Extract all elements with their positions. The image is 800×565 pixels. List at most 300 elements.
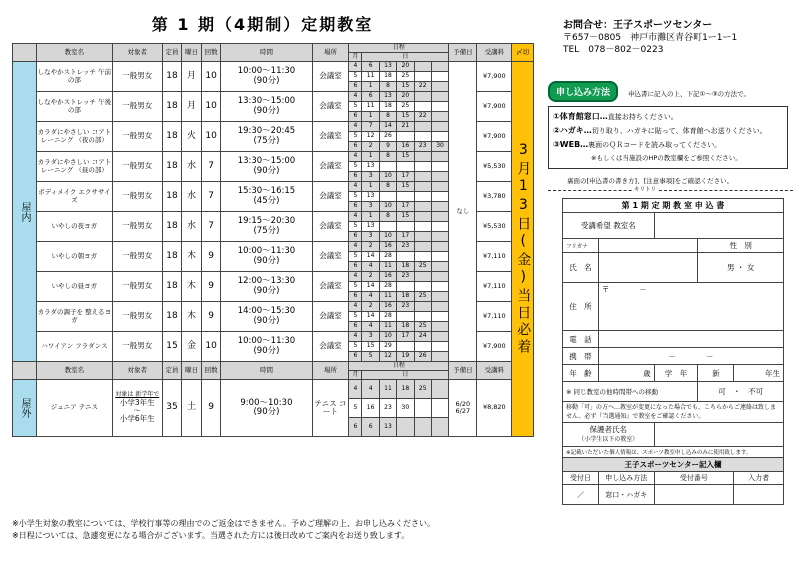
class-time: 10:00～11:30	[237, 66, 296, 77]
schedule-month: 4	[349, 332, 362, 342]
class-time-cell	[221, 122, 312, 152]
class-capacity: 18	[162, 272, 182, 302]
phone-label: 電 話	[563, 331, 599, 348]
schedule-day: 11	[379, 262, 396, 272]
class-capacity: 15	[162, 332, 182, 362]
method-3-title: ③WEB…	[553, 140, 589, 149]
schedule-day: 14	[379, 122, 396, 132]
schedule-day: 2	[362, 142, 379, 152]
schedule-day: 20	[397, 92, 414, 102]
header-class_name: 教室名	[36, 362, 112, 380]
class-fee: ¥5,530	[477, 212, 512, 242]
header-blank	[13, 44, 37, 62]
class-place: 会議室	[312, 182, 349, 212]
header-reserve: 予備日	[449, 44, 477, 62]
class-name: いやしの夜ヨガ	[36, 212, 112, 242]
class-time: 12:00～13:30	[237, 276, 296, 287]
schedule-day: 23	[379, 399, 396, 418]
schedule-day: 18	[397, 292, 414, 302]
schedule-day: 8	[379, 112, 396, 122]
class-name: しなやかストレッチ 午後の部	[36, 92, 112, 122]
schedule-day: 11	[379, 322, 396, 332]
howto-box	[548, 106, 788, 169]
target-b: 小学6年生	[119, 414, 155, 424]
schedule-day	[379, 192, 396, 202]
schedule-day	[414, 162, 431, 172]
schedule-day: 15	[397, 182, 414, 192]
schedule-month: 6	[349, 322, 362, 332]
class-capacity: 18	[162, 152, 182, 182]
class-weekday: 水	[182, 152, 202, 182]
class-weekday: 土	[182, 380, 202, 437]
class-place: 会議室	[312, 92, 349, 122]
header-time: 時間	[221, 44, 312, 62]
schedule-day: 1	[362, 182, 379, 192]
header-fee: 受講料	[477, 44, 512, 62]
schedule-day	[414, 102, 431, 112]
privacy-note: ※記載いただいた個人情報は、スポーツ教室申し込みのみに使用致します。	[563, 447, 784, 458]
class-target-cell	[112, 380, 162, 437]
move-options[interactable]: 可 ・ 不可	[698, 382, 784, 402]
schedule-day: 9	[379, 142, 396, 152]
schedule-day	[431, 332, 448, 342]
header-time: 時間	[221, 362, 312, 380]
schedule-day: 16	[379, 302, 396, 312]
class-name: カラダの調子を 整えるヨガ	[36, 302, 112, 332]
class-time-cell	[221, 92, 312, 122]
schedule-month: 6	[349, 232, 362, 242]
class-count: 7	[201, 212, 221, 242]
class-name: いやしの昼ヨガ	[36, 272, 112, 302]
class-time-cell	[221, 380, 312, 437]
schedule-day	[414, 202, 431, 212]
schedule-day	[431, 182, 448, 192]
class-place: 会議室	[312, 122, 349, 152]
name-field[interactable]	[598, 253, 698, 283]
class-target: 一般男女	[112, 152, 162, 182]
class-target: 一般男女	[112, 212, 162, 242]
class-duration: (90分)	[253, 315, 280, 326]
schedule-month: 4	[349, 212, 362, 222]
class-fee: ¥7,900	[477, 332, 512, 362]
schedule-day: 29	[379, 342, 396, 352]
schedule-day: 25	[414, 292, 431, 302]
schedule-day: 28	[379, 282, 396, 292]
class-fee: ¥7,110	[477, 302, 512, 332]
schedule-day	[414, 62, 431, 72]
class-count: 10	[201, 122, 221, 152]
schedule-day: 18	[379, 72, 396, 82]
schedule-day	[414, 242, 431, 252]
header-blank	[13, 362, 37, 380]
header-fee: 受講料	[477, 362, 512, 380]
confirm-note: 裏面の[申込書の書き方]、[注意事項]をご確認ください。	[567, 177, 734, 185]
schedule-day: 4	[362, 322, 379, 332]
schedule-day: 28	[379, 312, 396, 322]
schedule-day: 16	[379, 242, 396, 252]
class-capacity: 18	[162, 182, 182, 212]
class-weekday: 月	[182, 62, 202, 92]
schedule-day: 6	[362, 62, 379, 72]
schedule-day: 5	[362, 352, 379, 362]
schedule-day	[414, 132, 431, 142]
schedule-day: 30	[431, 142, 448, 152]
schedule-day: 8	[379, 152, 396, 162]
schedule-day	[414, 122, 431, 132]
class-time: 10:00～11:30	[237, 246, 296, 257]
schedule-day	[379, 222, 396, 232]
schedule-day: 16	[362, 399, 379, 418]
class-target: 一般男女	[112, 182, 162, 212]
zip-mark[interactable]: 〒 －	[598, 283, 783, 331]
schedule-day	[431, 112, 448, 122]
guardian-field[interactable]	[654, 423, 783, 447]
class-weekday: 木	[182, 272, 202, 302]
contact-heading: お問合せ：王子スポーツセンター	[563, 20, 713, 31]
schedule-month: 5	[349, 162, 362, 172]
schedule-day: 7	[362, 122, 379, 132]
class-fee: ¥7,900	[477, 62, 512, 92]
schedule-day	[431, 92, 448, 102]
schedule-day	[431, 312, 448, 322]
schedule-day	[431, 272, 448, 282]
schedule-month: 5	[349, 399, 362, 418]
header-day: 日	[362, 53, 449, 62]
schedule-day	[414, 222, 431, 232]
schedule-day: 23	[397, 242, 414, 252]
schedule-day: 10	[379, 232, 396, 242]
header-weekday: 曜日	[182, 362, 202, 380]
schedule-day	[431, 342, 448, 352]
schedule-day: 16	[379, 272, 396, 282]
class-duration: (90分)	[253, 255, 280, 266]
schedule-day: 15	[362, 342, 379, 352]
schedule-day	[397, 222, 414, 232]
schedule-month: 5	[349, 282, 362, 292]
schedule-month: 6	[349, 112, 362, 122]
schedule-day	[431, 399, 448, 418]
contact-address: 〒657－0805 神戸市灘区青谷町1ー1ー1	[563, 33, 738, 43]
guardian-label: 保護者氏名	[589, 424, 628, 434]
indoor-label: 屋内	[13, 62, 37, 362]
contact-info	[563, 20, 737, 56]
method-2-title: ②ハガキ…	[553, 126, 592, 135]
schedule-day	[397, 342, 414, 352]
schedule-day: 2	[362, 242, 379, 252]
schedule-day: 8	[379, 82, 396, 92]
deadline-banner: 3月13日(金)当日必着	[512, 62, 534, 437]
class-capacity: 18	[162, 122, 182, 152]
move-disclaimer: 移動「可」の方へ…教室が変更になった場合でも、こちらからご連絡は致しません。必ず『当選通知』で教室をご確認ください。	[563, 402, 784, 423]
howto-badge: 申し込み方法	[548, 81, 618, 102]
class-duration: (45分)	[253, 195, 280, 206]
schedule-day	[431, 152, 448, 162]
guardian-label-cell	[563, 423, 655, 447]
schedule-day: 4	[362, 380, 379, 399]
schedule-day: 3	[362, 202, 379, 212]
schedule-day: 6	[362, 418, 379, 437]
footnotes	[12, 518, 435, 542]
move-label: ※ 同じ教室の他時間帯への移動	[563, 382, 698, 402]
class-duration: (75分)	[253, 135, 280, 146]
schedule-day: 4	[362, 262, 379, 272]
schedule-day	[414, 72, 431, 82]
office-col: 受付番号	[654, 472, 734, 485]
schedule-day	[431, 262, 448, 272]
schedule-day: 15	[397, 152, 414, 162]
schedule-day: 25	[414, 262, 431, 272]
schedule-day	[431, 302, 448, 312]
class-name: カラダにやさしい コアトレーニング （昼の部）	[36, 152, 112, 182]
office-title: 王子スポーツセンター記入欄	[563, 458, 784, 472]
schedule-day	[397, 418, 414, 437]
schedule-day: 23	[414, 142, 431, 152]
header-target: 対象者	[112, 44, 162, 62]
schedule-day	[431, 242, 448, 252]
schedule-day	[414, 282, 431, 292]
schedule-day	[431, 418, 448, 437]
schedule-day: 22	[414, 82, 431, 92]
schedule-day: 15	[397, 112, 414, 122]
schedule-day	[431, 282, 448, 292]
schedule-day	[431, 322, 448, 332]
header-month: 月	[349, 53, 362, 62]
schedule-month: 4	[349, 62, 362, 72]
office-val	[734, 485, 784, 505]
contact-phone: TEL 078－802－0223	[563, 45, 664, 55]
schedule-day: 13	[379, 62, 396, 72]
method-2-text: 切り取り、ハガキに貼って、体育館へお送りください。	[591, 127, 767, 135]
schedule-day	[431, 212, 448, 222]
schedule-day: 1	[362, 212, 379, 222]
office-col: 入力者	[734, 472, 784, 485]
class-time: 15:30～16:15	[237, 186, 296, 197]
schedule-day: 26	[414, 352, 431, 362]
class-time-cell	[221, 302, 312, 332]
class-duration: (90分)	[253, 165, 280, 176]
schedule-day: 1	[362, 112, 379, 122]
class-target: 一般男女	[112, 302, 162, 332]
class-time: 14:00～15:30	[237, 306, 296, 317]
schedule-day	[414, 302, 431, 312]
class-time: 13:30～15:00	[237, 156, 296, 167]
header-day: 日	[362, 371, 449, 380]
schedule-day	[414, 418, 431, 437]
schedule-month: 6	[349, 418, 362, 437]
header-place: 場所	[312, 362, 349, 380]
schedule-day: 25	[397, 102, 414, 112]
schedule-month: 6	[349, 142, 362, 152]
form-title: 第 1 期 定 期 教 室 申 込 書	[563, 199, 784, 213]
class-count: 9	[201, 272, 221, 302]
schedule-day: 16	[397, 142, 414, 152]
schedule-day: 25	[397, 72, 414, 82]
class-fee: ¥7,900	[477, 92, 512, 122]
schedule-day	[431, 252, 448, 262]
howto-intro: 申込書に記入の上、下記①～③の方法で。	[628, 90, 751, 98]
class-place: 会議室	[312, 62, 349, 92]
class-capacity: 18	[162, 212, 182, 242]
schedule-day: 11	[362, 72, 379, 82]
furigana-field[interactable]	[598, 239, 698, 253]
address-label: 住 所	[563, 283, 599, 331]
class-target: 一般男女	[112, 122, 162, 152]
schedule-day	[431, 62, 448, 72]
schedule-day: 17	[397, 172, 414, 182]
class-target: 一般男女	[112, 332, 162, 362]
schedule-day	[431, 202, 448, 212]
name-label: 氏 名	[563, 253, 599, 283]
header-capacity: 定員	[162, 362, 182, 380]
schedule-day: 23	[397, 272, 414, 282]
schedule-day	[431, 132, 448, 142]
schedule-day: 3	[362, 332, 379, 342]
new-label: 新	[698, 365, 734, 382]
header-place: 場所	[312, 44, 349, 62]
schedule-month: 4	[349, 242, 362, 252]
schedule-day	[431, 102, 448, 112]
schedule-day	[414, 152, 431, 162]
schedule-day: 11	[379, 380, 396, 399]
method-3-text: 裏面のＱＲコードを読み取ってください。	[588, 141, 722, 149]
target-a: 小学3年生	[119, 397, 155, 407]
schedule-day	[414, 232, 431, 242]
schedule-day: 14	[362, 252, 379, 262]
schedule-month: 5	[349, 342, 362, 352]
schedule-day: 17	[397, 232, 414, 242]
class-time: 19:30～20:45	[237, 126, 296, 137]
schedule-day: 25	[414, 380, 431, 399]
schedule-day: 19	[397, 352, 414, 362]
schedule-day: 10	[379, 172, 396, 182]
class-count: 9	[201, 302, 221, 332]
schedule-day	[414, 399, 431, 418]
schedule-month: 4	[349, 272, 362, 282]
class-name: カラダにやさしい コアトレーニング （夜の部）	[36, 122, 112, 152]
class-weekday: 月	[182, 92, 202, 122]
schedule-day	[397, 132, 414, 142]
class-name: ハワイアン フラダンス	[36, 332, 112, 362]
schedule-day: 18	[397, 322, 414, 332]
schedule-row	[13, 62, 534, 72]
target-note: 対象は 新学年で	[115, 391, 160, 399]
schedule-day	[431, 122, 448, 132]
mobile-field[interactable]: － －	[598, 348, 783, 365]
schedule-day	[431, 232, 448, 242]
schedule-day	[431, 222, 448, 232]
class-time-cell	[221, 62, 312, 92]
class-time-cell	[221, 182, 312, 212]
schedule-month: 6	[349, 352, 362, 362]
schedule-day	[414, 252, 431, 262]
phone-field[interactable]	[598, 331, 783, 348]
age-field[interactable]: 歳	[598, 365, 654, 382]
schedule-day	[414, 192, 431, 202]
class-duration: (90分)	[253, 75, 280, 86]
class-time-cell	[221, 152, 312, 182]
furigana-label: フリガナ	[563, 239, 599, 253]
schedule-row	[13, 380, 534, 399]
schedule-day: 17	[397, 202, 414, 212]
schedule-day	[414, 312, 431, 322]
schedule-day	[414, 182, 431, 192]
header-reserve: 予備日	[449, 362, 477, 380]
class-count: 7	[201, 182, 221, 212]
class-field[interactable]	[654, 213, 783, 239]
schedule-day	[431, 192, 448, 202]
grade-label: 学 年	[654, 365, 698, 382]
schedule-day: 15	[397, 212, 414, 222]
schedule-day: 17	[397, 332, 414, 342]
class-duration: (90分)	[253, 285, 280, 296]
schedule-day: 22	[414, 112, 431, 122]
class-weekday: 木	[182, 242, 202, 272]
schedule-month: 5	[349, 312, 362, 322]
gender-options[interactable]: 男 ・ 女	[698, 253, 784, 283]
schedule-month: 4	[349, 92, 362, 102]
class-place: 会議室	[312, 302, 349, 332]
reserve-dates: 6/20 6/27	[449, 380, 477, 437]
application-form	[562, 198, 784, 505]
schedule-day: 3	[362, 172, 379, 182]
schedule-day: 8	[379, 212, 396, 222]
class-weekday: 金	[182, 332, 202, 362]
schedule-day: 13	[362, 222, 379, 232]
outdoor-label: 屋外	[13, 380, 37, 437]
class-capacity: 18	[162, 92, 182, 122]
class-count: 10	[201, 332, 221, 362]
method-3-sub: ※もしくは当施設のHPの教室欄をご参照ください。	[591, 154, 742, 162]
class-place: テニス コート	[312, 380, 349, 437]
schedule-day	[397, 192, 414, 202]
class-time-cell	[221, 332, 312, 362]
schedule-month: 6	[349, 202, 362, 212]
class-place: 会議室	[312, 332, 349, 362]
class-duration: (90分)	[253, 345, 280, 356]
schedule-day: 11	[379, 292, 396, 302]
class-name: しなやかストレッチ 午前の部	[36, 62, 112, 92]
header-target: 対象者	[112, 362, 162, 380]
schedule-day	[431, 380, 448, 399]
class-capacity: 18	[162, 242, 182, 272]
method-1-text: 直接お持ちください。	[607, 113, 678, 121]
class-weekday: 水	[182, 182, 202, 212]
class-capacity: 35	[162, 380, 182, 437]
schedule-day	[431, 162, 448, 172]
class-count: 7	[201, 152, 221, 182]
schedule-day: 21	[397, 122, 414, 132]
footnote: ※小学生対象の教室については、学校行事等の理由でのご返金はできません。予めご理解の上、お申し込みください。	[12, 519, 436, 528]
header-capacity: 定員	[162, 44, 182, 62]
class-count: 9	[201, 380, 221, 437]
schedule-day	[379, 162, 396, 172]
class-time: 9:00～10:30	[240, 397, 293, 408]
header-class_name: 教室名	[36, 44, 112, 62]
schedule-month: 6	[349, 82, 362, 92]
footnote: ※日程については、急遽変更になる場合がございます。当選された方には後日改めてご案内をお送り致します。	[12, 531, 410, 540]
schedule-day: 13	[362, 192, 379, 202]
schedule-day: 12	[379, 352, 396, 362]
schedule-day	[414, 342, 431, 352]
schedule-day	[397, 282, 414, 292]
class-target: 一般男女	[112, 92, 162, 122]
schedule-month: 5	[349, 102, 362, 112]
class-fee: ¥3,780	[477, 182, 512, 212]
grade-field[interactable]: 年生	[734, 365, 784, 382]
schedule-day	[414, 272, 431, 282]
header-count: 回数	[201, 362, 221, 380]
schedule-day	[431, 292, 448, 302]
